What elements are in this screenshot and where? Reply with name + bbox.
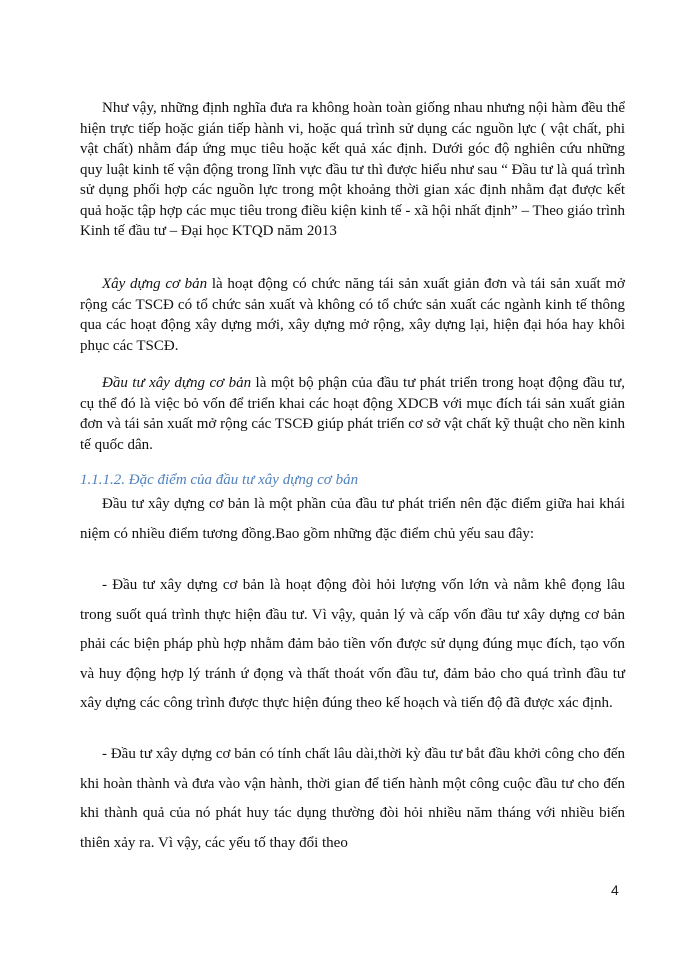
term-capital-construction: Xây dựng cơ bản — [102, 276, 208, 292]
paragraph-characteristics-intro: Đầu tư xây dựng cơ bản là một phần của đầu tư phát triển nên đặc điểm giữa hai khái niệm có nhiều điểm tương đồng.Bao gồm những đặc điểm chủ yếu sau đây: — [80, 496, 625, 542]
page-number: 4 — [611, 882, 619, 898]
paragraph-characteristic-capital: - Đầu tư xây dựng cơ bản là hoạt động đòi hỏi lượng vốn lớn và nằm khê đọng lâu trong suốt quá trình thực hiện đầu tư. Vì vậy, quản lý và cấp vốn đầu tư xây dựng cơ bản phải các biện pháp phù hợp nhằm đảm bảo tiền vốn được sử dụng đúng mục đích, tạo vốn và huy động hợp lý tránh ứ đọng và thất thoát vốn đầu tư, đảm bảo cho quá trình đầu tư xây dựng các công trình được thực hiện đúng theo kế hoạch và tiến độ đã được xác định. — [80, 577, 625, 711]
section-heading: 1.1.1.2. Đặc điểm của đầu tư xây dựng cơ bản — [80, 472, 359, 488]
paragraph-characteristic-duration: - Đầu tư xây dựng cơ bản có tính chất lâu dài,thời kỳ đầu tư bắt đầu khởi công cho đến khi hoàn thành và đưa vào vận hành, thời gian để tiến hành một công cuộc đầu tư cho đến khi thành quả của nó phát huy tác dụng thường đòi hỏi nhiều năm tháng với nhiều biến thiên xảy ra. Vì vậy, các yếu tố thay đổi theo — [80, 746, 625, 851]
definition-capital-construction-investment: là một bộ phận của đầu tư phát triển trong hoạt động đầu tư, cụ thể đó là việc bỏ vốn để triển khai các hoạt động XDCB với mục đích tái sản xuất giản đơn và tái sản xuất mở rộng các TSCĐ giúp phát triển cơ sở vật chất kỹ thuật cho nền kinh tế quốc dân. — [80, 375, 625, 453]
paragraph-investment-definition: Như vậy, những định nghĩa đưa ra không hoàn toàn giống nhau nhưng nội hàm đều thể hiện trực tiếp hoặc gián tiếp hành vi, hoặc quá trình sử dụng các nguồn lực ( vật chất, phi vật chất) nhằm đáp ứng mục tiêu hoặc kết quả xác định. Dưới góc độ nghiên cứu những quy luật kinh tế vận động trong lĩnh vực đầu tư thì được hiểu như sau “ Đầu tư là quá trình sử dụng phối hợp các nguồn lực trong một khoảng thời gian xác định nhằm đạt được kết quả hoặc tập hợp các mục tiêu trong điều kiện kinh tế - xã hội nhất định” – Theo giáo trình Kinh tế đầu tư – Đại học KTQD năm 2013 — [80, 100, 626, 239]
paragraph-capital-construction-investment — [80, 373, 625, 455]
definition-capital-construction: là hoạt động có chức năng tái sản xuất giản đơn và tái sản xuất mở rộng các TSCĐ có tổ chức sản xuất và không có tổ chức sản xuất các ngành kinh tế thông qua các hoạt động xây dựng mới, xây dựng mở rộng, xây dựng lại, hiện đại hóa hay khôi phục các TSCĐ. — [80, 276, 625, 354]
term-capital-construction-investment: Đầu tư xây dựng cơ bản — [102, 375, 252, 391]
paragraph-capital-construction — [80, 274, 625, 356]
